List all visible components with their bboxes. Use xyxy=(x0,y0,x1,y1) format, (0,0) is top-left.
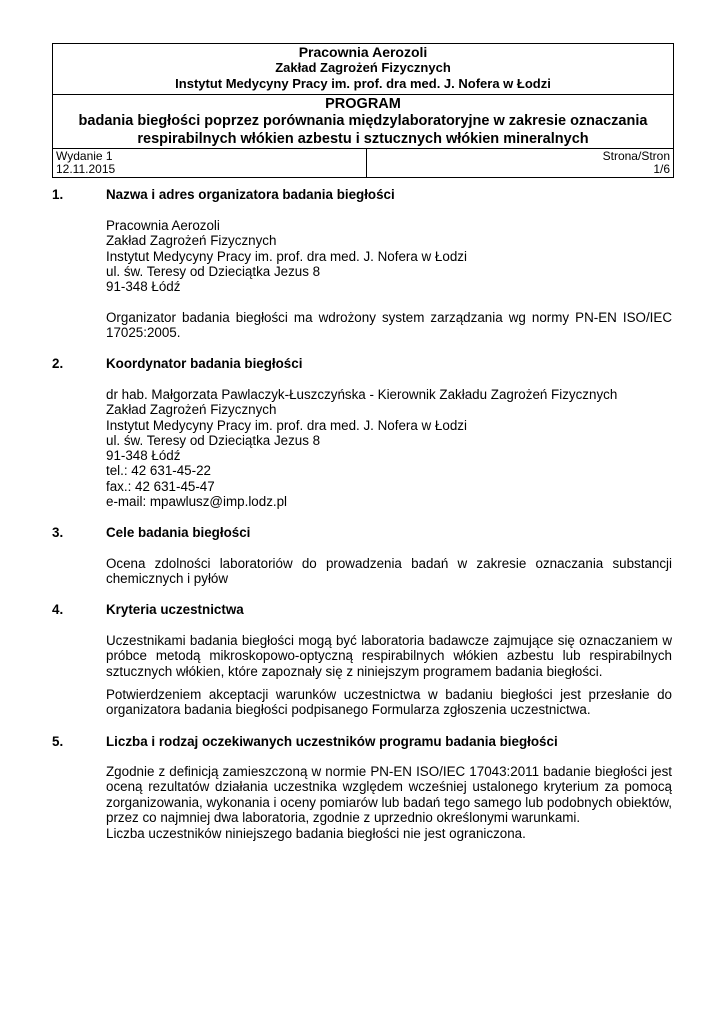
organization-block xyxy=(53,44,673,95)
program-subject-line-2: respirabilnych włókien azbestu i sztucznych włókien mineralnych xyxy=(137,131,589,147)
section-3-heading xyxy=(52,525,672,540)
participants-paragraph-1: Zgodnie z definicją zamieszczoną w normie PN-EN ISO/IEC 17043:2011 badanie biegłości jest oceną rezultatów działania uczestnika względem wcześniej ustalonego kryterium za pomocą zorganizowania, wykonania i oceny pomiarów lub badań tego samego lub podobnych obiektów, przez co najmniej dwa laboratoria, zgodnie z uprzednio określonymi warunkami. xyxy=(106,764,672,825)
section-1-heading xyxy=(52,187,672,202)
participation-paragraph-2: Potwierdzeniem akceptacji warunków uczestnictwa w badaniu biegłości jest przesłanie do organizatora badania biegłości podpisanego Formularza zgłoszenia uczestnictwa. xyxy=(106,687,672,718)
participants-paragraph-2: Liczba uczestników niniejszego badania biegłości nie jest ograniczona. xyxy=(106,826,526,841)
coordinator-line: dr hab. Małgorzata Pawlaczyk-Łuszczyńska - Kierownik Zakładu Zagrożeń Fizycznych xyxy=(106,387,618,402)
coordinator-line: Instytut Medycyny Pracy im. prof. dra med. J. Nofera w Łodzi xyxy=(106,417,467,433)
org-line-2: Zakład Zagrożeń Fizycznych xyxy=(275,60,451,75)
edition-cell xyxy=(53,149,367,177)
address-line: Zakład Zagrożeń Fizycznych xyxy=(106,233,277,249)
coordinator-email[interactable]: e-mail: mpawlusz@imp.lodz.pl xyxy=(106,494,288,510)
edition-label: Wydanie 1 xyxy=(56,149,113,163)
participation-paragraph-1: Uczestnikami badania biegłości mogą być laboratoria badawcze zajmujące się oznaczaniem w próbce metodą mikroskopowo-optyczną respirabilnych włókien azbestu lub respirabilnych sztucznych włókien, które zapoznały się z niniejszym programem badania biegłości. xyxy=(106,633,672,679)
section-number: 2. xyxy=(52,356,64,371)
org-line-1: Pracownia Aerozoli xyxy=(298,44,428,60)
address-line: ul. św. Teresy od Dzieciątka Jezus 8 xyxy=(106,263,321,279)
program-block xyxy=(53,95,673,148)
organizer-address xyxy=(106,218,672,294)
org-line-3: Instytut Medycyny Pracy im. prof. dra med. J. Nofera w Łodzi xyxy=(175,76,551,91)
accreditation-paragraph: Organizator badania biegłości ma wdrożony system zarządzania wg normy PN-EN ISO/IEC 17025:2005. xyxy=(106,310,672,341)
section-number: 3. xyxy=(52,525,64,540)
section-title: Kryteria uczestnictwa xyxy=(106,602,244,617)
coordinator-line: fax.: 42 631-45-47 xyxy=(106,478,215,494)
page-value: 1/6 xyxy=(653,162,670,176)
address-line: Instytut Medycyny Pracy im. prof. dra med. J. Nofera w Łodzi xyxy=(106,248,467,264)
page-cell xyxy=(367,149,673,177)
section-title: Koordynator badania biegłości xyxy=(106,356,303,371)
address-line: 91-348 Łódź xyxy=(106,279,181,295)
coordinator-line: Zakład Zagrożeń Fizycznych xyxy=(106,402,277,418)
objectives-paragraph: Ocena zdolności laboratoriów do prowadzenia badań w zakresie oznaczania substancji chemicznych i pyłów xyxy=(106,556,672,587)
coordinator-line: 91-348 Łódź xyxy=(106,448,181,464)
document-header xyxy=(52,43,674,178)
page-label: Strona/Stron xyxy=(602,149,670,163)
program-subject-line-1: badania biegłości poprzez porównania międzylaboratoryjne w zakresie oznaczania xyxy=(78,113,648,129)
section-2-heading xyxy=(52,356,672,371)
section-title: Nazwa i adres organizatora badania biegłości xyxy=(106,187,395,202)
coordinator-details xyxy=(106,387,672,509)
section-title: Cele badania biegłości xyxy=(106,525,251,540)
coordinator-line: ul. św. Teresy od Dzieciątka Jezus 8 xyxy=(106,432,321,448)
section-5-heading xyxy=(52,734,672,749)
section-number: 5. xyxy=(52,734,64,749)
section-title: Liczba i rodzaj oczekiwanych uczestników programu badania biegłości xyxy=(106,734,558,749)
edition-date: 12.11.2015 xyxy=(56,162,116,176)
section-number: 4. xyxy=(52,602,64,617)
header-footer-row xyxy=(53,148,673,177)
coordinator-line: tel.: 42 631-45-22 xyxy=(106,463,211,479)
program-title: PROGRAM xyxy=(325,96,401,112)
address-line: Pracownia Aerozoli xyxy=(106,218,220,233)
section-4-heading xyxy=(52,602,672,617)
section-number: 1. xyxy=(52,187,64,202)
